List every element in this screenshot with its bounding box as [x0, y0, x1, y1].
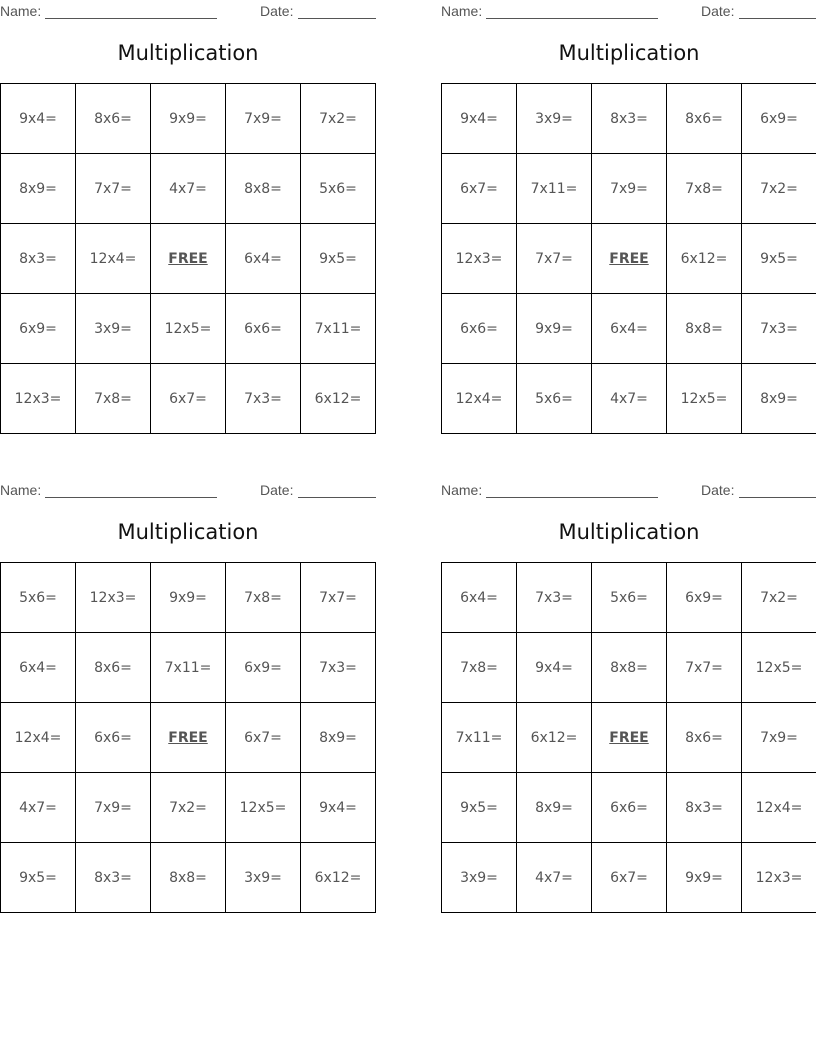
grid-row	[442, 364, 816, 434]
grid-cell: 7x8=	[442, 633, 517, 703]
grid-cell: 3x9=	[76, 294, 151, 364]
grid-row	[442, 563, 816, 633]
grid-cell: 8x9=	[742, 364, 816, 434]
card-header	[441, 3, 816, 19]
grid-cell: 8x8=	[151, 843, 226, 913]
grid-row	[1, 843, 376, 913]
date-label: Date:	[701, 3, 735, 19]
grid-cell: 3x9=	[517, 84, 592, 154]
grid-cell: 9x9=	[151, 563, 226, 633]
date-field[interactable]	[739, 18, 816, 19]
grid-cell: 9x9=	[667, 843, 742, 913]
grid-cell: 6x9=	[226, 633, 301, 703]
grid-cell: 6x12=	[301, 364, 376, 434]
name-label: Name:	[0, 482, 42, 498]
name-field[interactable]	[45, 18, 217, 19]
grid-cell: 4x7=	[151, 154, 226, 224]
grid-cell: 6x7=	[592, 843, 667, 913]
grid-row	[442, 843, 816, 913]
grid-cell: 7x11=	[517, 154, 592, 224]
name-field[interactable]	[486, 18, 658, 19]
grid-cell: 8x9=	[1, 154, 76, 224]
grid-row	[442, 703, 816, 773]
grid-cell: 6x12=	[667, 224, 742, 294]
grid-cell: 8x3=	[667, 773, 742, 843]
card-title: Multiplication	[117, 41, 259, 65]
grid-cell: 12x3=	[442, 224, 517, 294]
grid-cell: 7x7=	[667, 633, 742, 703]
grid-cell: 4x7=	[1, 773, 76, 843]
grid-cell: 8x8=	[667, 294, 742, 364]
grid-cell: 8x8=	[226, 154, 301, 224]
grid-cell: 7x8=	[226, 563, 301, 633]
bingo-card-1	[0, 0, 376, 440]
grid-row	[442, 633, 816, 703]
grid-cell: 6x6=	[76, 703, 151, 773]
grid-cell: 6x9=	[742, 84, 816, 154]
grid-cell: 12x3=	[742, 843, 816, 913]
grid-cell: 8x3=	[76, 843, 151, 913]
grid-cell: 8x8=	[592, 633, 667, 703]
name-label: Name:	[441, 3, 483, 19]
grid-cell: 7x2=	[301, 84, 376, 154]
grid-cell: 7x7=	[517, 224, 592, 294]
grid-row	[442, 224, 816, 294]
bingo-card-4	[441, 479, 816, 919]
grid-cell: 9x5=	[742, 224, 816, 294]
grid-cell: 7x7=	[76, 154, 151, 224]
grid-cell: 6x12=	[301, 843, 376, 913]
grid-cell: 9x5=	[301, 224, 376, 294]
grid-row	[442, 154, 816, 224]
grid-cell: 5x6=	[1, 563, 76, 633]
grid-cell: 12x4=	[76, 224, 151, 294]
grid-cell: 7x7=	[301, 563, 376, 633]
free-space-cell: FREE	[151, 703, 226, 773]
grid-cell: 8x9=	[517, 773, 592, 843]
grid-cell: 6x4=	[1, 633, 76, 703]
grid-cell: 7x3=	[301, 633, 376, 703]
grid-cell: 9x4=	[442, 84, 517, 154]
grid-cell: 9x5=	[442, 773, 517, 843]
grid-cell: 6x9=	[667, 563, 742, 633]
grid-row	[1, 773, 376, 843]
grid-cell: 12x3=	[1, 364, 76, 434]
card-title: Multiplication	[558, 520, 700, 544]
grid-cell: 6x4=	[226, 224, 301, 294]
bingo-grid	[441, 83, 816, 434]
grid-row	[1, 633, 376, 703]
grid-cell: 7x9=	[592, 154, 667, 224]
grid-cell: 7x8=	[667, 154, 742, 224]
grid-cell: 7x2=	[742, 154, 816, 224]
grid-cell: 9x4=	[301, 773, 376, 843]
grid-cell: 7x11=	[151, 633, 226, 703]
card-title: Multiplication	[558, 41, 700, 65]
card-title: Multiplication	[117, 520, 259, 544]
grid-cell: 12x5=	[742, 633, 816, 703]
grid-cell: 12x3=	[76, 563, 151, 633]
bingo-grid	[0, 83, 376, 434]
free-space-cell: FREE	[151, 224, 226, 294]
date-field[interactable]	[739, 497, 816, 498]
grid-cell: 3x9=	[226, 843, 301, 913]
grid-cell: 8x6=	[76, 84, 151, 154]
grid-cell: 6x4=	[592, 294, 667, 364]
grid-row	[1, 364, 376, 434]
grid-row	[1, 224, 376, 294]
grid-cell: 5x6=	[592, 563, 667, 633]
free-space-cell: FREE	[592, 224, 667, 294]
grid-cell: 7x11=	[442, 703, 517, 773]
grid-cell: 6x12=	[517, 703, 592, 773]
grid-cell: 7x3=	[517, 563, 592, 633]
grid-cell: 7x11=	[301, 294, 376, 364]
bingo-card-3	[0, 479, 376, 919]
grid-cell: 12x4=	[442, 364, 517, 434]
grid-cell: 6x9=	[1, 294, 76, 364]
grid-cell: 8x6=	[667, 84, 742, 154]
name-label: Name:	[0, 3, 42, 19]
grid-row	[442, 294, 816, 364]
grid-cell: 7x9=	[742, 703, 816, 773]
grid-cell: 8x3=	[592, 84, 667, 154]
grid-cell: 7x3=	[742, 294, 816, 364]
name-label: Name:	[441, 482, 483, 498]
grid-cell: 7x9=	[76, 773, 151, 843]
bingo-card-2	[441, 0, 816, 440]
grid-row	[1, 703, 376, 773]
grid-cell: 8x3=	[1, 224, 76, 294]
date-label: Date:	[260, 3, 294, 19]
grid-row	[1, 84, 376, 154]
grid-cell: 9x9=	[517, 294, 592, 364]
grid-row	[1, 154, 376, 224]
grid-cell: 8x9=	[301, 703, 376, 773]
grid-cell: 12x4=	[1, 703, 76, 773]
grid-cell: 6x6=	[442, 294, 517, 364]
grid-cell: 8x6=	[667, 703, 742, 773]
grid-cell: 7x2=	[151, 773, 226, 843]
grid-cell: 12x5=	[151, 294, 226, 364]
card-header	[0, 482, 376, 498]
grid-cell: 8x6=	[76, 633, 151, 703]
grid-cell: 12x5=	[226, 773, 301, 843]
grid-cell: 6x6=	[226, 294, 301, 364]
grid-cell: 12x4=	[742, 773, 816, 843]
grid-cell: 6x7=	[442, 154, 517, 224]
grid-cell: 7x8=	[76, 364, 151, 434]
card-header	[441, 482, 816, 498]
grid-cell: 7x2=	[742, 563, 816, 633]
grid-cell: 9x4=	[517, 633, 592, 703]
grid-cell: 4x7=	[517, 843, 592, 913]
grid-cell: 3x9=	[442, 843, 517, 913]
grid-cell: 9x9=	[151, 84, 226, 154]
grid-cell: 9x5=	[1, 843, 76, 913]
grid-cell: 6x7=	[226, 703, 301, 773]
grid-cell: 6x7=	[151, 364, 226, 434]
bingo-grid	[0, 562, 376, 913]
date-label: Date:	[701, 482, 735, 498]
grid-cell: 12x5=	[667, 364, 742, 434]
date-field[interactable]	[298, 497, 376, 498]
bingo-grid	[441, 562, 816, 913]
grid-cell: 5x6=	[301, 154, 376, 224]
date-field[interactable]	[298, 18, 376, 19]
grid-row	[442, 773, 816, 843]
grid-cell: 7x3=	[226, 364, 301, 434]
name-field[interactable]	[45, 497, 217, 498]
name-field[interactable]	[486, 497, 658, 498]
grid-row	[1, 294, 376, 364]
grid-cell: 6x4=	[442, 563, 517, 633]
free-space-cell: FREE	[592, 703, 667, 773]
grid-row	[442, 84, 816, 154]
card-header	[0, 3, 376, 19]
grid-cell: 6x6=	[592, 773, 667, 843]
grid-cell: 5x6=	[517, 364, 592, 434]
grid-cell: 7x9=	[226, 84, 301, 154]
grid-cell: 9x4=	[1, 84, 76, 154]
grid-row	[1, 563, 376, 633]
date-label: Date:	[260, 482, 294, 498]
grid-cell: 4x7=	[592, 364, 667, 434]
